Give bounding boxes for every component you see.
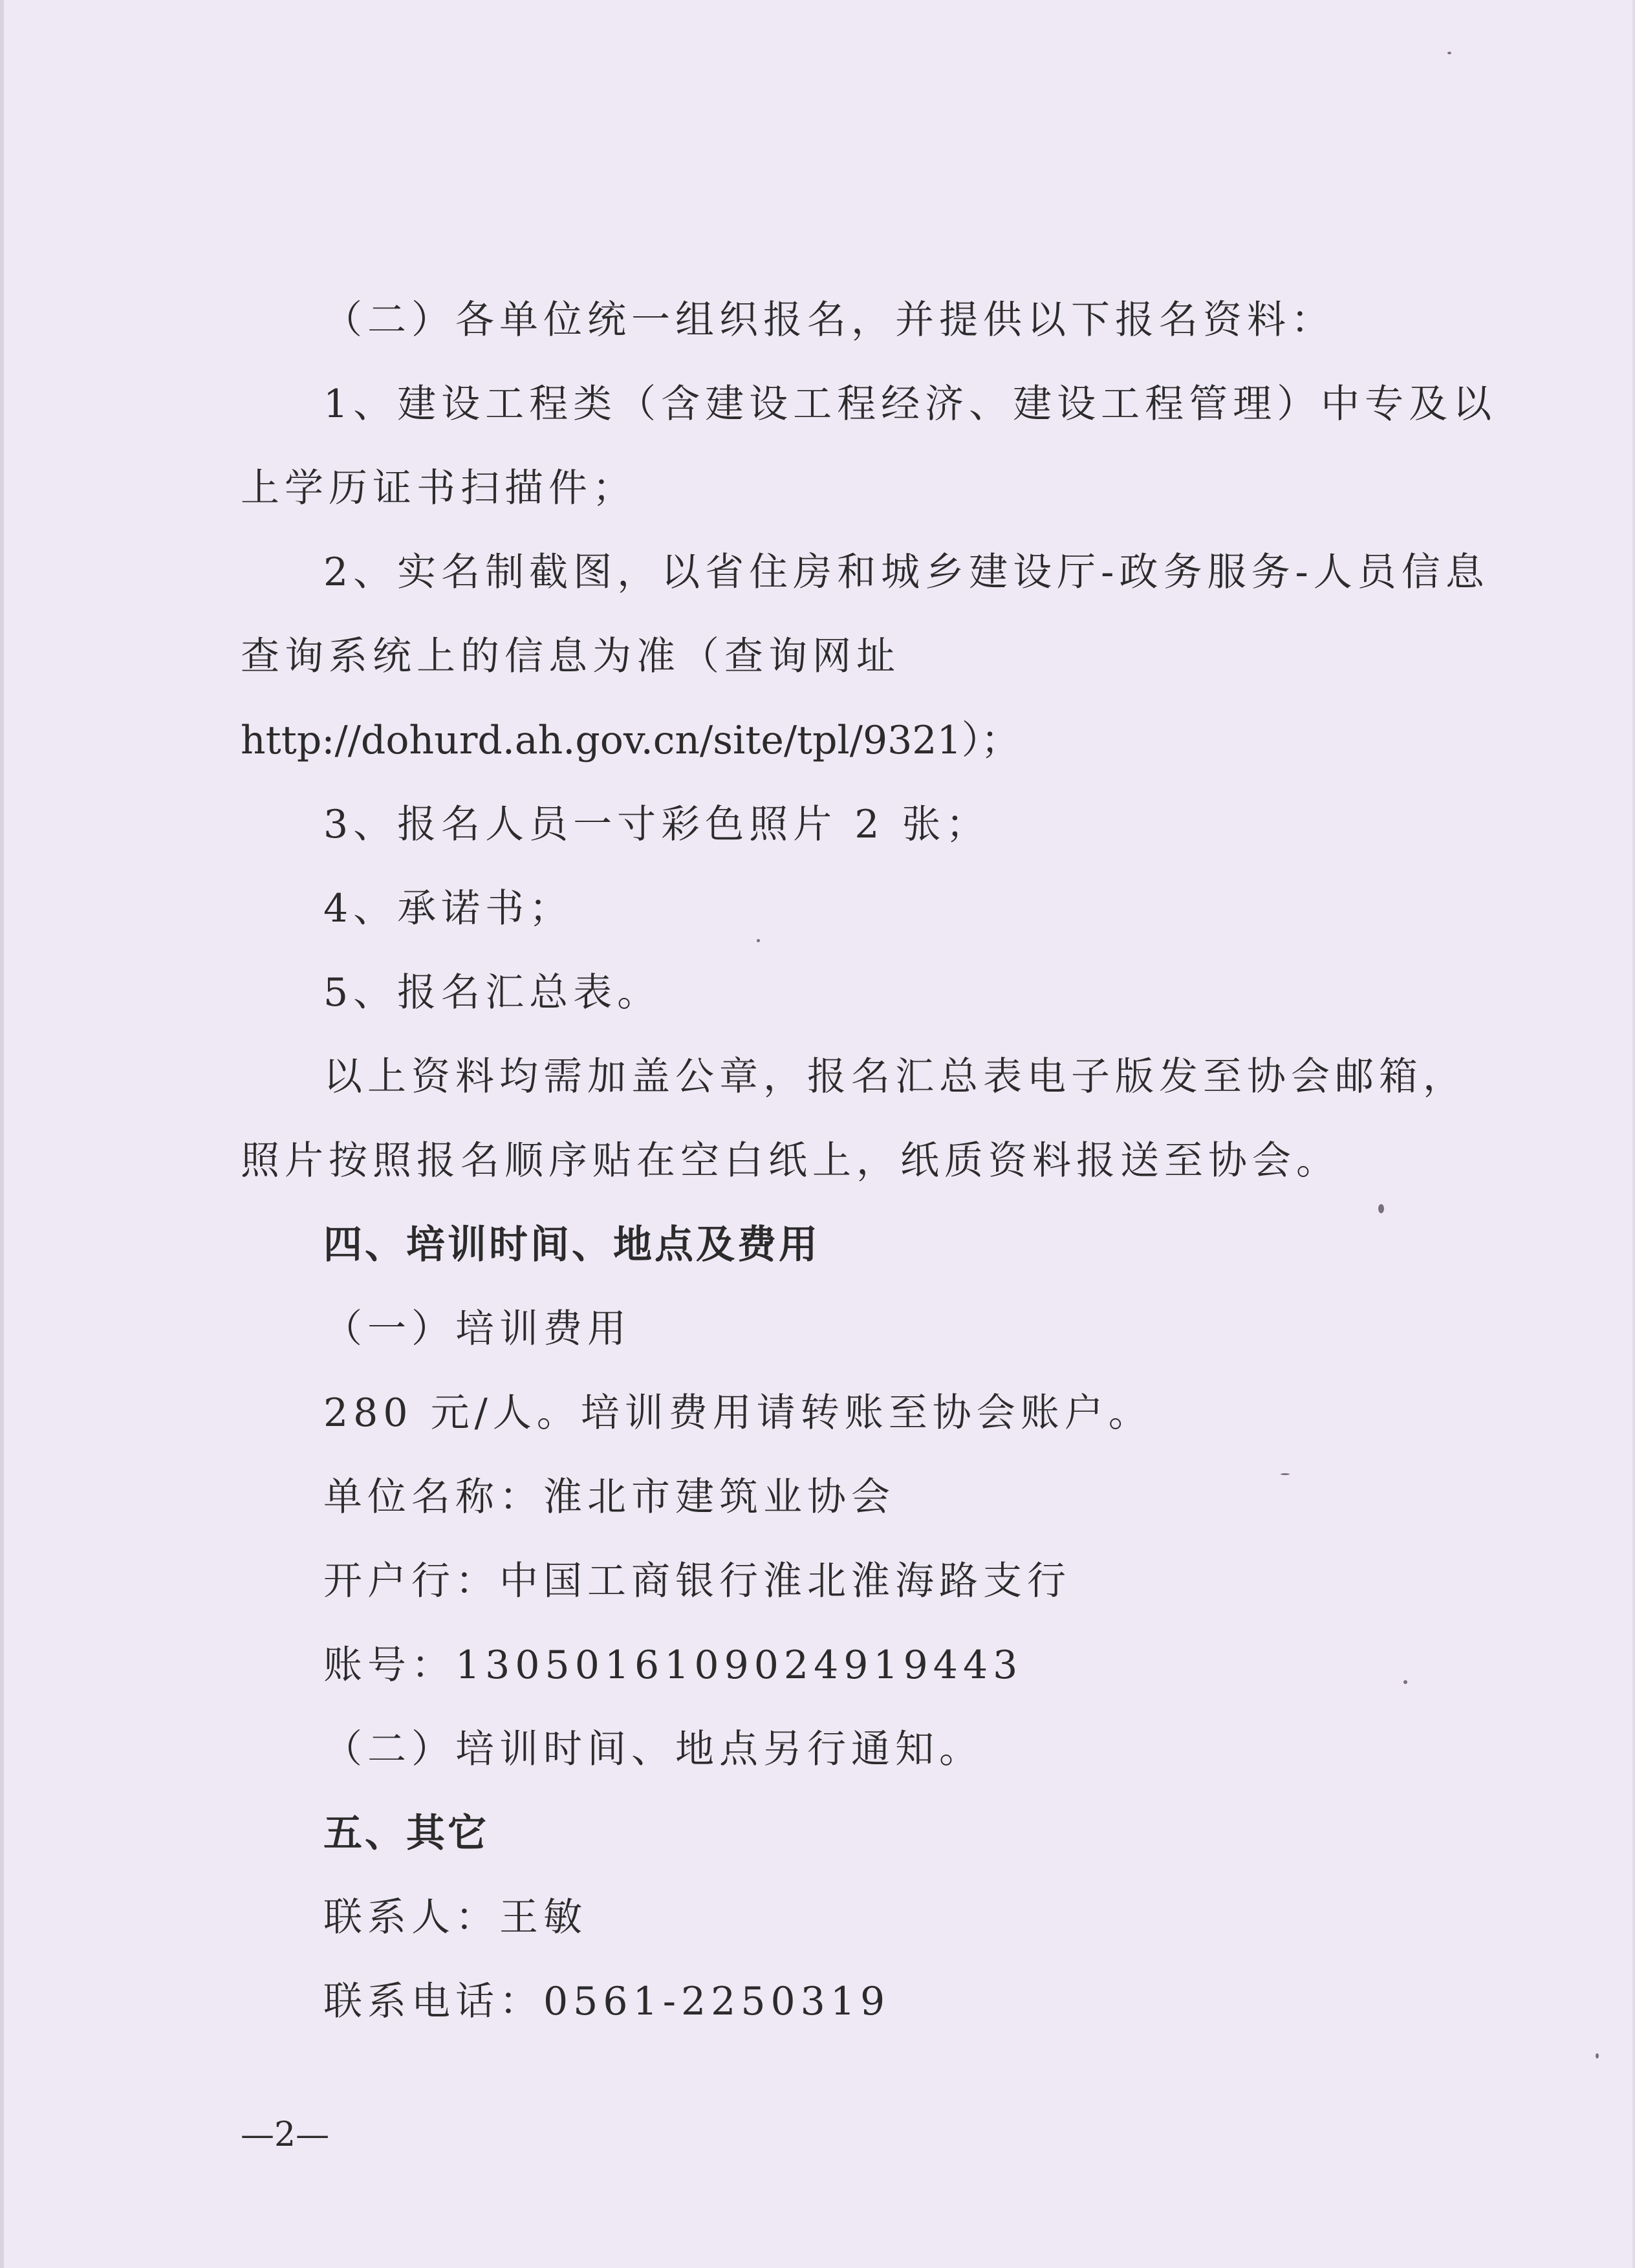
paragraph-line: 账号：1305016109024919443	[323, 1643, 1023, 1688]
paragraph-line: 2、实名制截图，以省住房和城乡建设厅-政务服务-人员信息	[323, 550, 1489, 595]
page-number: —2—	[241, 2115, 330, 2154]
paragraph-line: 4、承诺书；	[323, 886, 574, 931]
paragraph-line: （一）培训费用	[323, 1306, 631, 1352]
scan-edge	[0, 0, 4, 2268]
scan-speck	[1596, 2053, 1599, 2058]
paragraph-line: 照片按照报名顺序贴在空白纸上，纸质资料报送至协会。	[241, 1138, 1340, 1183]
paragraph-line: （二）各单位统一组织报名，并提供以下报名资料：	[323, 297, 1335, 343]
section-heading: 四、培训时间、地点及费用	[323, 1222, 820, 1268]
paragraph-line: 5、报名汇总表。	[323, 970, 662, 1015]
paragraph-line: 联系电话：0561-2250319	[323, 1979, 891, 2024]
scan-speck	[1281, 1473, 1290, 1475]
scan-edge	[1632, 0, 1635, 2268]
scan-speck	[757, 939, 760, 942]
scan-speck	[1378, 1204, 1384, 1213]
scan-speck	[1403, 1680, 1407, 1684]
paragraph-line: 开户行：中国工商银行淮北淮海路支行	[323, 1559, 1071, 1604]
paragraph-line: 上学历证书扫描件；	[241, 466, 636, 511]
paragraph-line: （二）培训时间、地点另行通知。	[323, 1727, 983, 1772]
paragraph-line: 以上资料均需加盖公章，报名汇总表电子版发至协会邮箱，	[323, 1054, 1467, 1099]
paragraph-line: 联系人：王敏	[323, 1895, 587, 1940]
section-heading: 五、其它	[323, 1811, 489, 1856]
scan-speck	[1447, 52, 1451, 54]
paragraph-line: 查询系统上的信息为准（查询网址	[241, 634, 900, 679]
paragraph-line: http://dohurd.ah.gov.cn/site/tpl/9321）；	[241, 718, 1020, 763]
paragraph-line: 1、建设工程类（含建设工程经济、建设工程管理）中专及以	[323, 382, 1497, 427]
paragraph-line: 280 元/人。培训费用请转账至协会账户。	[323, 1390, 1153, 1436]
paragraph-line: 3、报名人员一寸彩色照片 2 张；	[323, 802, 990, 847]
paragraph-line: 单位名称：淮北市建筑业协会	[323, 1474, 895, 1520]
